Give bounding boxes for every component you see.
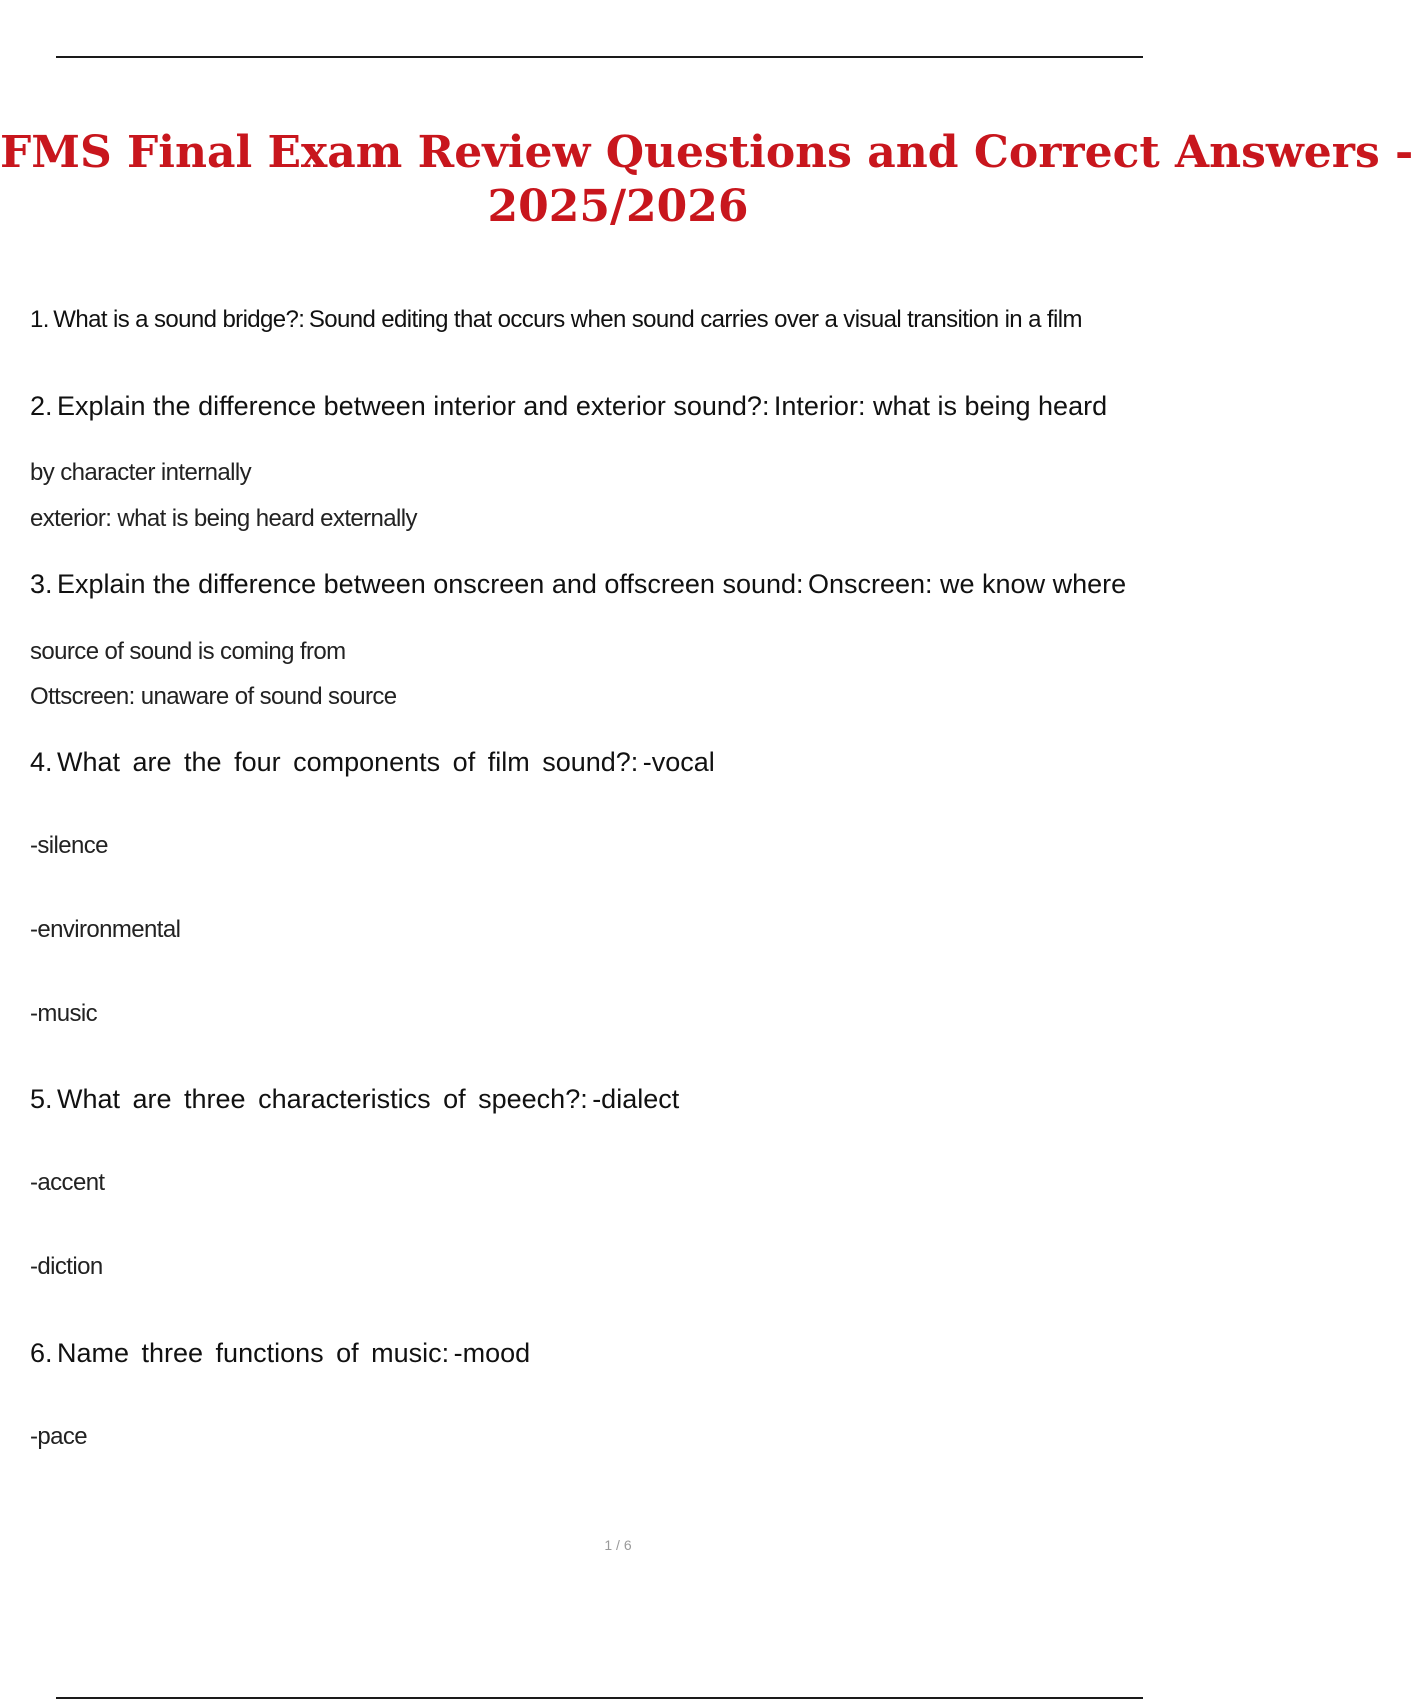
answer-text: Interior: what is being heard [773, 391, 1108, 421]
question-text: Name three functions of music: [56, 1338, 450, 1368]
answer-continuation: -music [30, 1000, 98, 1027]
answer-continuation: Ottscreen: unaware of sound source [30, 683, 397, 710]
question-number: 3. [30, 569, 53, 599]
question-6 [30, 1338, 530, 1369]
bottom-rule [56, 1697, 1143, 1699]
question-text: What is a sound bridge?: [53, 306, 305, 333]
answer-continuation: by character internally [30, 459, 251, 486]
question-text: What are the four components of film sound?: [56, 747, 639, 777]
question-2 [30, 391, 1107, 422]
question-number: 1. [30, 306, 49, 333]
answer-text: -dialect [592, 1084, 680, 1114]
question-number: 6. [30, 1338, 53, 1368]
top-rule [56, 56, 1143, 58]
answer-text: Sound editing that occurs when sound carries over a visual transition in a film [308, 306, 1082, 333]
question-3 [30, 569, 1126, 600]
answer-text: -mood [453, 1338, 531, 1368]
question-text: What are three characteristics of speech?: [56, 1084, 588, 1114]
question-text: Explain the difference between interior and exterior sound?: [56, 391, 770, 421]
answer-continuation: -silence [30, 832, 108, 859]
question-1 [30, 306, 1082, 334]
page-number: 1 / 6 [604, 1537, 632, 1553]
question-text: Explain the difference between onscreen and offscreen sound: [56, 569, 804, 599]
answer-continuation: -accent [30, 1169, 105, 1196]
answer-text: -vocal [642, 747, 715, 777]
answer-continuation: -environmental [30, 916, 181, 943]
question-5 [30, 1084, 679, 1115]
answer-continuation: -pace [30, 1423, 88, 1450]
question-number: 5. [30, 1084, 53, 1114]
document-title [0, 126, 1413, 234]
answer-continuation: source of sound is coming from [30, 638, 346, 665]
title-line-2: 2025/2026 [487, 181, 749, 232]
answer-continuation: exterior: what is being heard externally [30, 505, 417, 532]
question-number: 4. [30, 747, 53, 777]
question-number: 2. [30, 391, 53, 421]
question-4 [30, 747, 715, 778]
title-line-1: FMS Final Exam Review Questions and Correct Answers - [0, 127, 1413, 178]
answer-text: Onscreen: we know where [807, 569, 1127, 599]
answer-continuation: -diction [30, 1253, 103, 1280]
